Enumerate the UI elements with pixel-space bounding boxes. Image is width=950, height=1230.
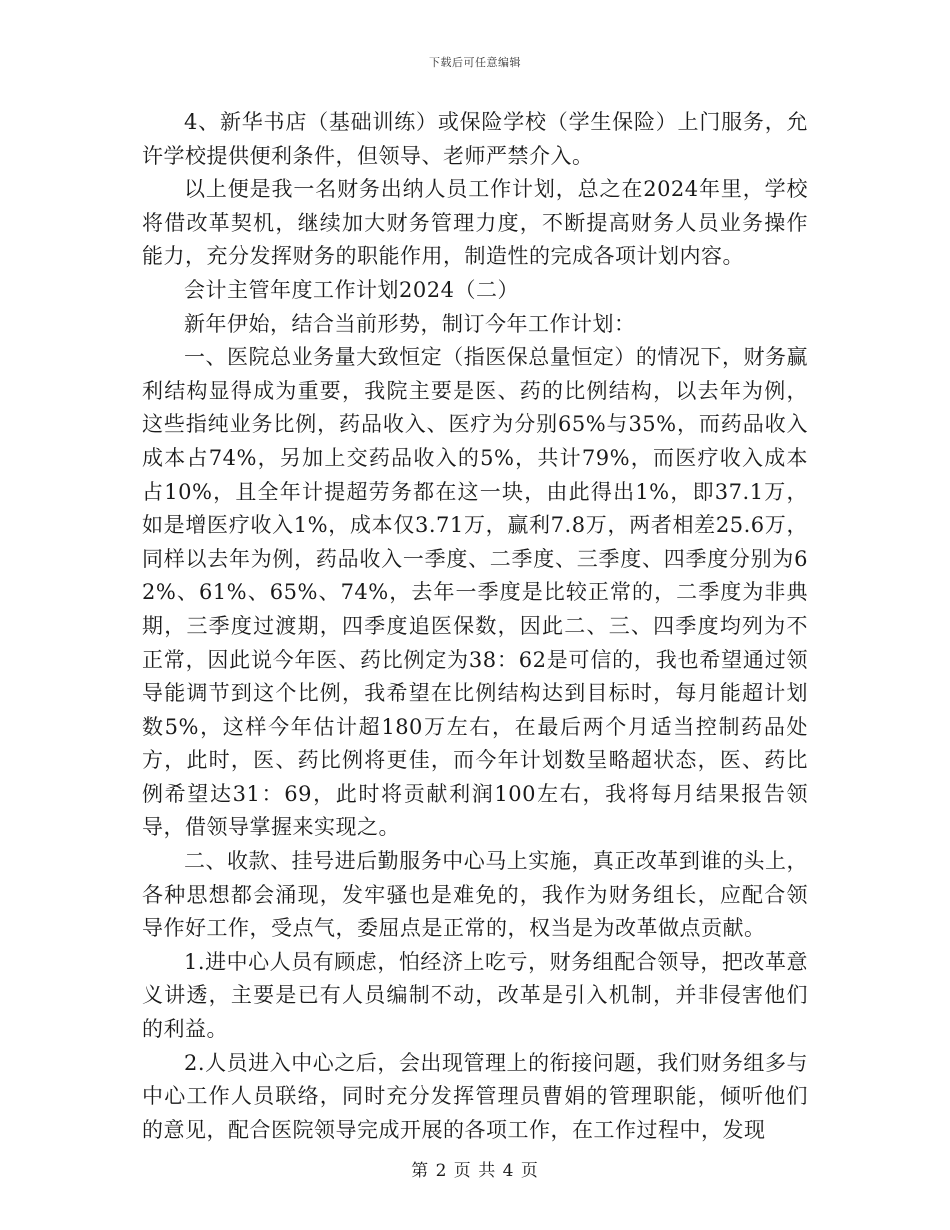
- paragraph-point-2: 2.人员进入中心之后，会出现管理上的衔接问题，我们财务组多与中心工作人员联络，同时充分发挥管理员曹娟的管理职能，倾听他们的意见，配合医院领导完成开展的各项工作，在工作过程中，发现: [142, 1050, 808, 1142]
- paragraph-point-1: 1.进中心人员有顾虑，怕经济上吃亏，财务组配合领导，把改革意义讲透，主要是已有人员编制不动，改革是引入机制，并非侵害他们的利益。: [142, 949, 808, 1042]
- document-body: [142, 106, 808, 1147]
- paragraph-intro: 新年伊始，结合当前形势，制订今年工作计划：: [184, 311, 636, 336]
- paragraph-section-2: 二、收款、挂号进后勤服务中心马上实施，真正改革到谁的头上，各种思想都会涌现，发牢骚也是难免的，我作为财务组长，应配合领导作好工作，受点气，委屈点是正常的，权当是为改革做点贡献。: [142, 849, 808, 941]
- paragraph-section-1: 一、医院总业务量大致恒定（指医保总量恒定）的情况下，财务赢利结构显得成为重要，我院主要是医、药的比例结构，以去年为例，这些指纯业务比例，药品收入、医疗为分别65%与35%，而药品收入成本占74%，另加上交药品收入的5%，共计79%，而医疗收入成本占10%，且全年计提超劳务都在这一块，由此得出1%，即37.1万，如是增医疗收入1%，成本仅3.71万，赢利7.8万，两者相差25.6万，同样以去年为例，药品收入一季度、二季度、三季度、四季度分别为62%、61%、65%、74%，去年一季度是比较正常的，二季度为非典期，三季度过渡期，四季度追医保数，因此二、三、四季度均列为不正常，因此说今年医、药比例定为38：62是可信的，我也希望通过领导能调节到这个比例，我希望在比例结构达到目标时，每月能超计划数5%，这样今年估计超180万左右，在最后两个月适当控制药品处方，此时，医、药比例将更佳，而今年计划数呈略超状态，医、药比例希望达31：69，此时将贡献利润100左右，我将每月结果报告领导，借领导掌握来实现之。: [142, 345, 808, 840]
- paragraph-item-4: 4、新华书店（基础训练）或保险学校（学生保险）上门服务，允许学校提供便利条件，但领导、老师严禁介入。: [142, 110, 808, 168]
- section-title: 会计主管年度工作计划2024（二）: [184, 277, 519, 302]
- paragraph-summary: 以上便是我一名财务出纳人员工作计划，总之在2024年里，学校将借改革契机，继续加大财务管理力度，不断提高财务人员业务操作能力，充分发挥财务的职能作用，制造性的完成各项计划内容。: [142, 177, 808, 269]
- page-number-footer: 第 2 页 共 4 页: [411, 1161, 539, 1181]
- page-header: 下载后可任意编辑: [429, 56, 521, 69]
